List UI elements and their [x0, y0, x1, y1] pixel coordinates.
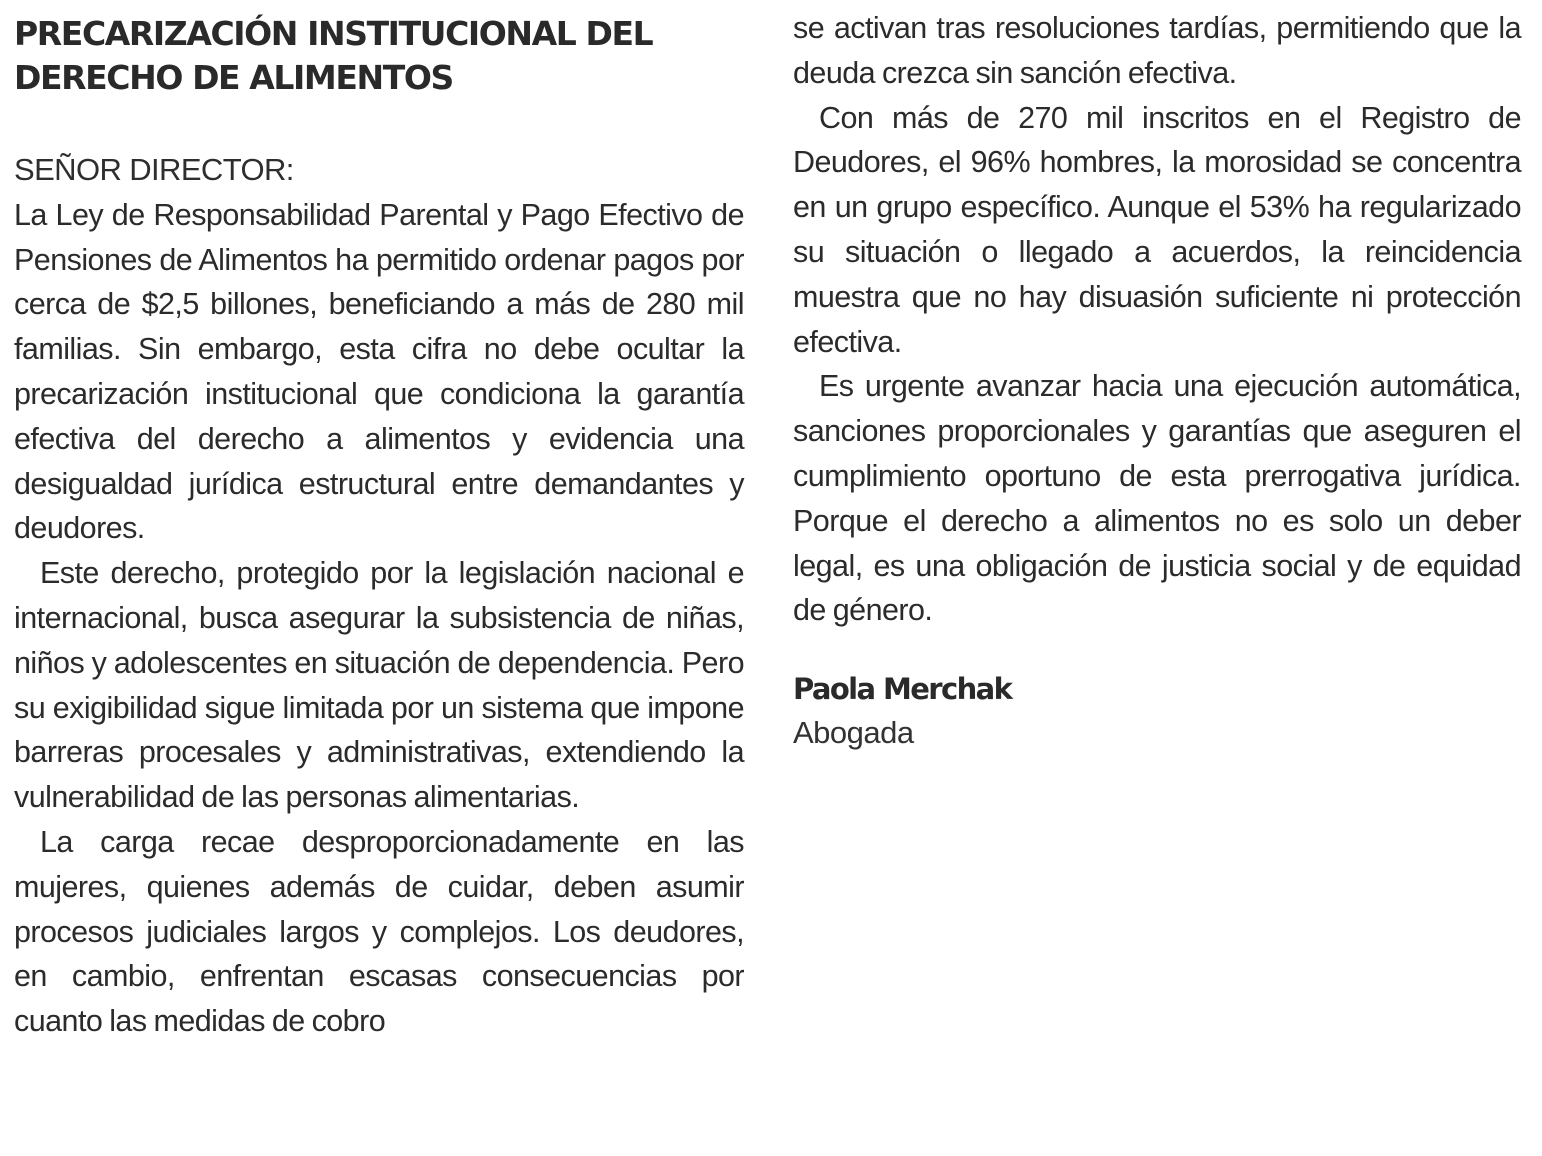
paragraph-1: La Ley de Responsabilidad Parental y Pago Efectivo de Pensiones de Alimentos ha permitido ordenar pagos por cerca de $2,5 billones, beneficiando a más de 280 mil familias. Sin embargo, esta cifra no debe ocultar la precarización institucional que condiciona la garantía efectiva del derecho a alimentos y evidencia una desigualdad jurídica estructural entre demandantes y deudores. — [14, 197, 744, 546]
author-name: Paola Merchak — [793, 672, 1012, 706]
letter-headline: PRECARIZACIÓN INSTITUCIONAL DEL DERECHO DE ALIMENTOS — [14, 14, 653, 97]
author-role: Abogada — [793, 715, 914, 750]
paragraph-4: Con más de 270 mil inscritos en el Registro de Deudores, el 96% hombres, la morosidad se concentra en un grupo específico. Aunque el 53% ha regularizado su situación o llegado a acuerdos, la reincidencia muestra que no hay disuasión suficiente ni protección efectiva. — [793, 100, 1521, 359]
right-column — [793, 0, 1521, 633]
paragraph-2: Este derecho, protegido por la legislación nacional e internacional, busca asegurar la subsistencia de niñas, niños y adolescentes en situación de dependencia. Pero su exigibilidad sigue limitada por un sistema que impone barreras procesales y administrativas, extendiendo la vulnerabilidad de las personas alimentarias. — [14, 556, 744, 815]
paragraph-5: Es urgente avanzar hacia una ejecución automática, sanciones proporcionales y garantías que aseguren el cumplimiento oportuno de esta prerrogativa jurídica. Porque el derecho a alimentos no es solo un deber legal, es una obligación de justicia social y de equidad de género. — [793, 369, 1521, 628]
left-column — [14, 0, 744, 1044]
paragraph-3: La carga recae desproporcionadamente en las mujeres, quienes además de cuidar, deben asumir procesos judiciales largos y complejos. Los deudores, en cambio, enfrentan escasas consecuencias por cuanto las medidas de cobro — [14, 824, 744, 1039]
signature-block — [793, 667, 1011, 755]
paragraph-3-continued: se activan tras resoluciones tardías, permitiendo que la deuda crezca sin sanción efectiva. — [793, 11, 1521, 90]
salutation: SEÑOR DIRECTOR: — [14, 152, 294, 187]
